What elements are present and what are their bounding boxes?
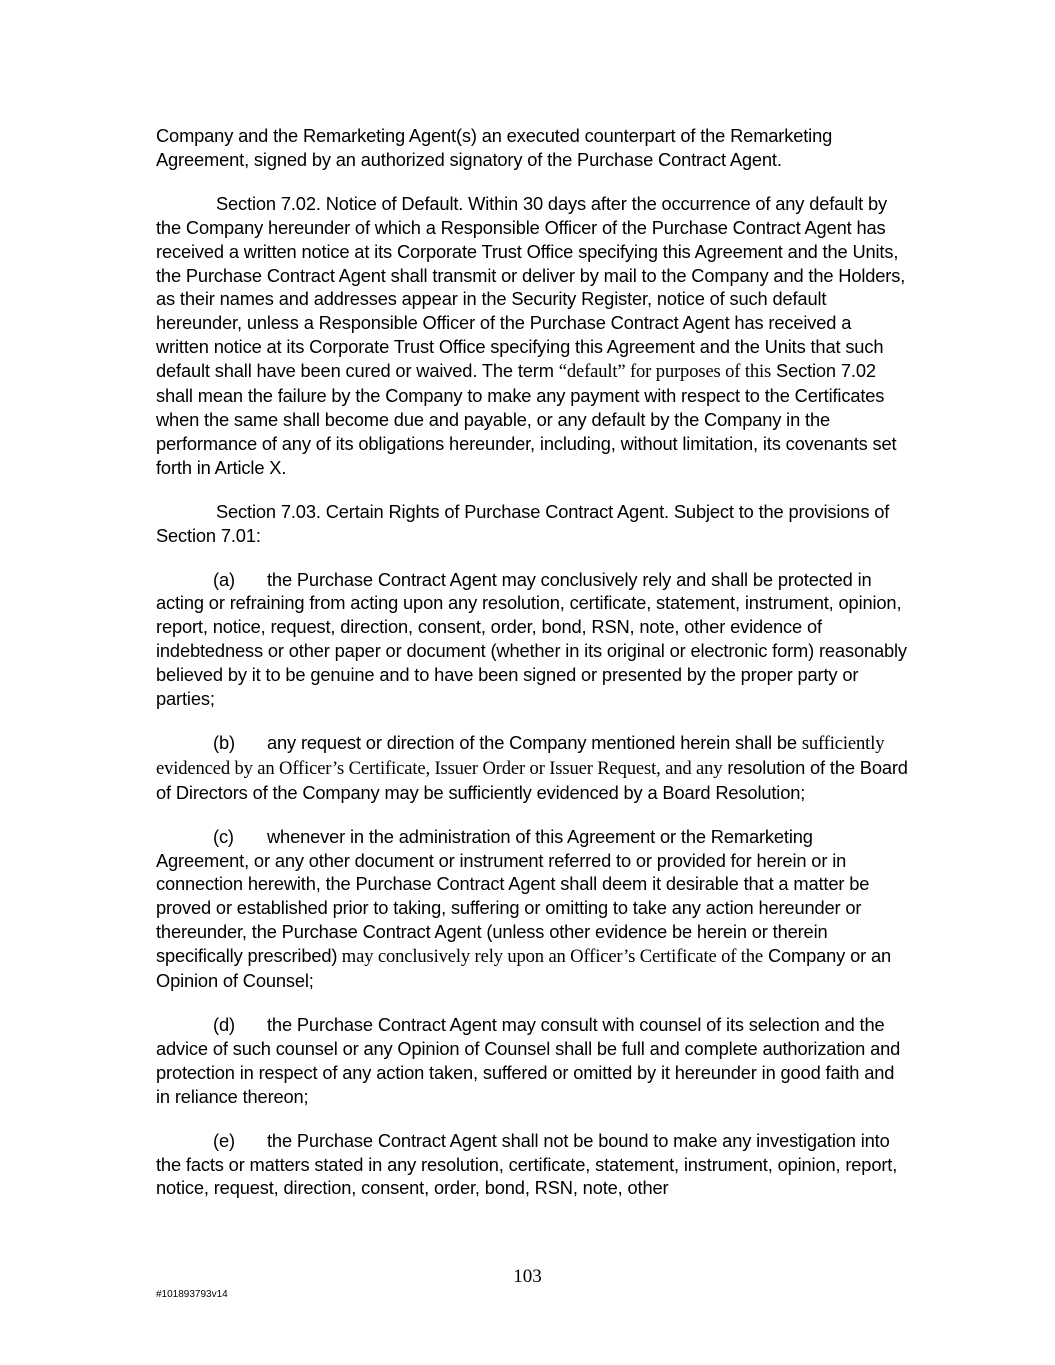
page-number: 103 xyxy=(513,1266,542,1287)
section-7-02-text-c: Section 7.02 shall mean the failure by the Company to make any payment with respect to the Certificates when the same shall become due and payable, or any default by the Company in the performance of any of its obligations hereunder, including, without limitation, its covenants set forth in Article X. xyxy=(156,360,897,478)
list-item-text: the Purchase Contract Agent shall not be bound to make any investigation into the facts or matters stated in any resolution, certificate, statement, instrument, opinion, report, notice, request, direction, consent, order, bond, RSN, note, other xyxy=(156,1129,898,1199)
list-item-marker: (d) xyxy=(213,1014,235,1035)
section-7-02-text-b: “default” for purposes of this xyxy=(558,361,772,383)
list-item xyxy=(156,1013,908,1109)
list-item xyxy=(156,731,908,805)
list-item xyxy=(156,1129,908,1201)
list-item-text: the Purchase Contract Agent may consult with counsel of its selection and the advice of such counsel or any Opinion of Counsel shall be full and complete authorization and protection in respect of any action taken, suffered or omitted by it hereunder in good faith and in reliance thereon; xyxy=(156,1014,901,1107)
list-item-text: any request or direction of the Company mentioned herein shall be xyxy=(267,731,802,753)
list-item-marker: (a) xyxy=(213,568,235,590)
section-7-02-text-a: Section 7.02. Notice of Default. Within 30 days after the occurrence of any default by the Company hereunder of which a Responsible Officer of the Purchase Contract Agent has received a written notice at its Corporate Trust Office specifying this Agreement and the Units, the Purchase Contract Agent shall transmit or deliver by mail to the Company and the Holders, as their names and addresses appear in the Security Register, notice of such default hereunder, unless a Responsible Officer of the Purchase Contract Agent has received a written notice at its Corporate Trust Office specifying this Agreement and the Units that such default shall have been cured or waived. The term xyxy=(156,192,906,382)
list-item-text: whenever in the administration of this Agreement or the Remarketing Agreement, or any other document or instrument referred to or provided for herein or in connection herewith, the Purchase Contract Agent shall deem it desirable that a matter be proved or established prior to taking, suffering or omitting to take any action hereunder or thereunder, the Purchase Contract Agent (unless other evidence be herein or therein specifically prescribed) xyxy=(156,825,870,967)
list-item-text-tail: Company or an Opinion of Counsel; xyxy=(156,945,891,992)
list-item-marker: (e) xyxy=(213,1129,235,1151)
list-item xyxy=(156,825,908,993)
document-body xyxy=(156,124,908,1220)
section-7-02-paragraph xyxy=(156,192,908,480)
document-id: #101893793v14 xyxy=(156,1289,228,1300)
list-item-text-tail: resolution of the Board of Directors of the Company may be sufficiently evidenced by a Board Resolution; xyxy=(156,756,908,803)
paragraph-continuation: Company and the Remarketing Agent(s) an executed counterpart of the Remarketing Agreement, signed by an authorized signatory of the Purchase Contract Agent. xyxy=(156,125,833,170)
list-item xyxy=(156,568,908,711)
list-item-marker: (c) xyxy=(213,825,234,847)
list-item-text-serif: sufficiently evidenced by an Officer’s Certificate, Issuer Order or Issuer Request, and any xyxy=(156,732,885,779)
list-item-text: the Purchase Contract Agent may conclusively rely and shall be protected in acting or refraining from acting upon any resolution, certificate, statement, instrument, opinion, report, notice, request, direction, consent, order, bond, RSN, note, other evidence of indebtedness or other paper or document (whether in its original or electronic form) reasonably believed by it to be genuine and to have been signed or presented by the proper party or parties; xyxy=(156,568,907,710)
list-item-text-serif: may conclusively rely upon an Officer’s Certificate of the xyxy=(337,946,764,968)
list-item-marker: (b) xyxy=(213,731,235,753)
section-7-03-intro: Section 7.03. Certain Rights of Purchase Contract Agent. Subject to the provisions of Section 7.01: xyxy=(156,500,890,546)
